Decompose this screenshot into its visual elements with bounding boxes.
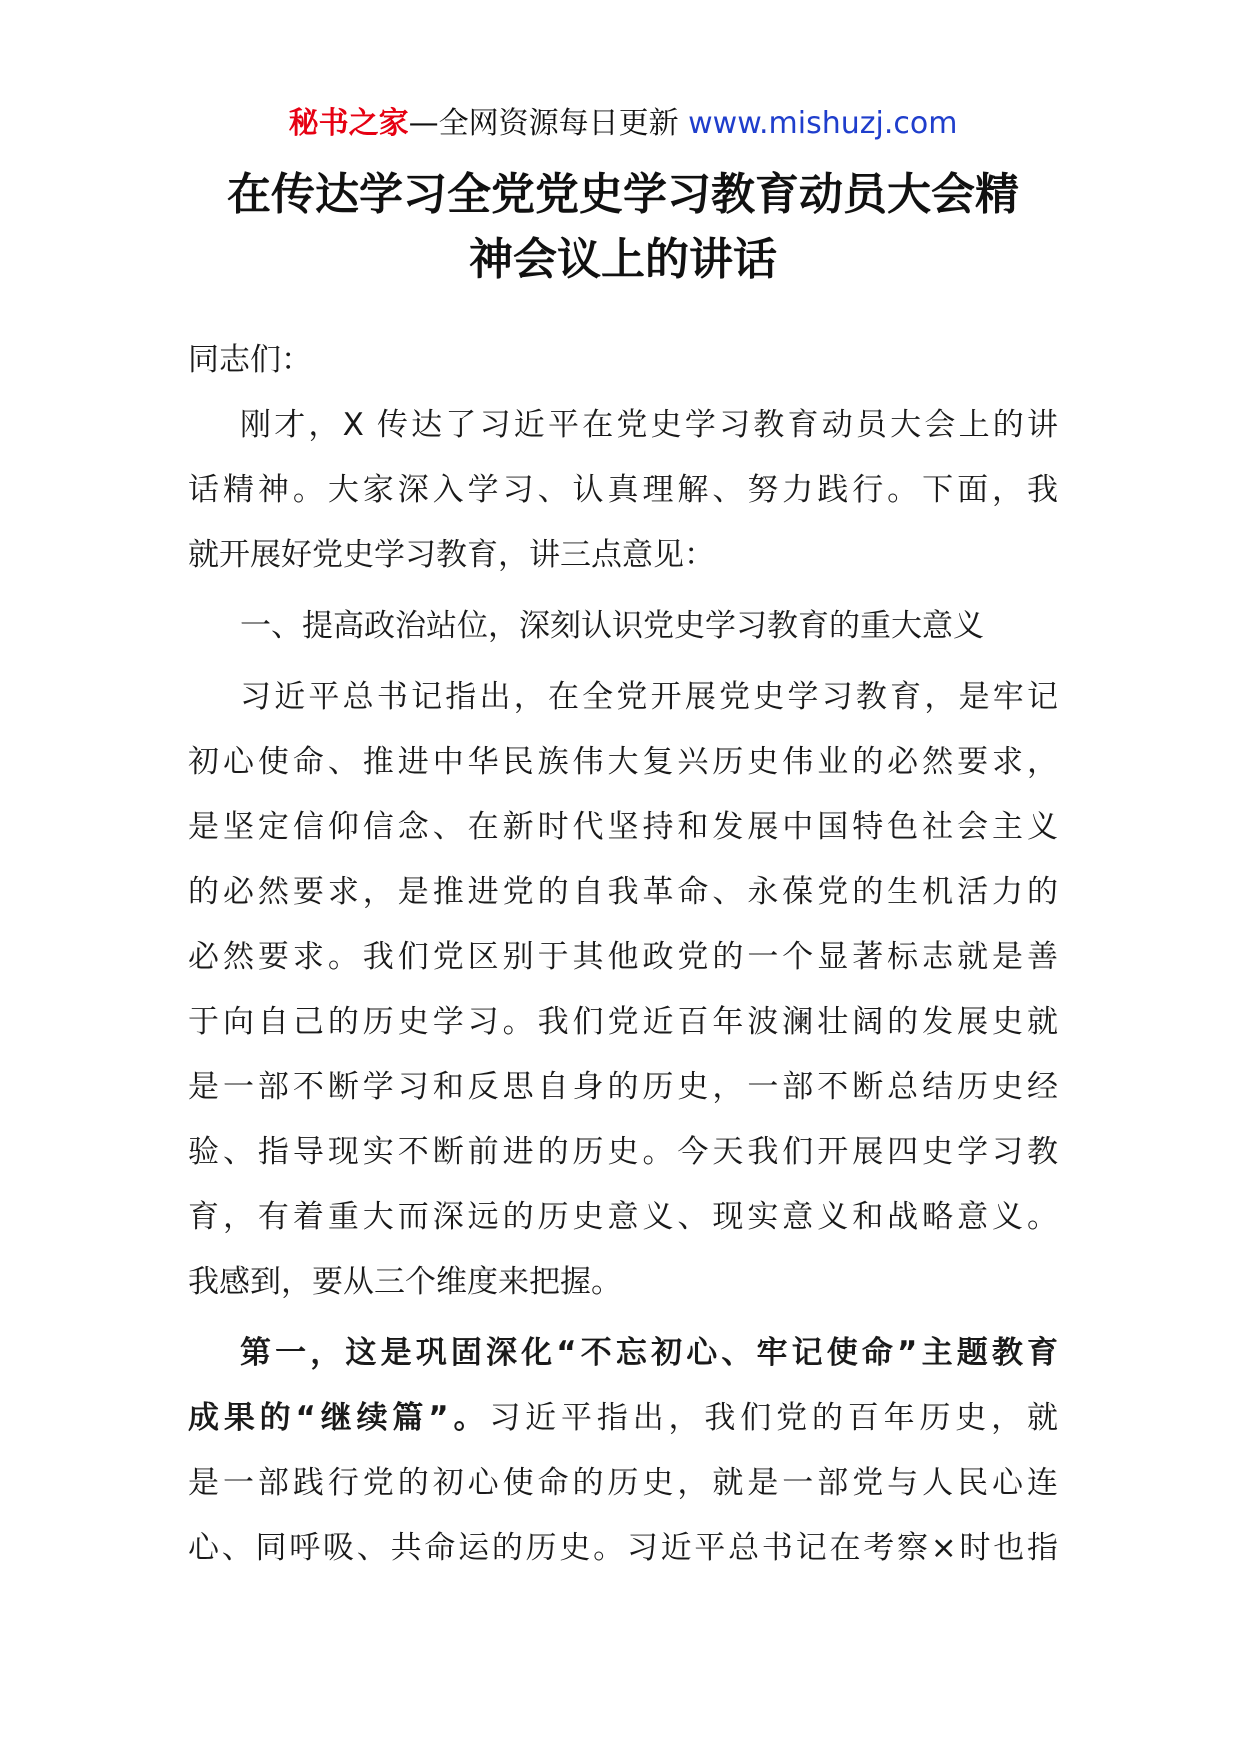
- bold-lead-line: 第一，这是巩固深化“不忘初心、牢记使命”主题教育: [240, 1335, 1058, 1371]
- text-line: 初心使命、推进中华民族伟大复兴历史伟业的必然要求，: [188, 744, 1058, 780]
- brand-name: 秘书之家: [288, 106, 409, 141]
- text-line: 的必然要求，是推进党的自我革命、永葆党的生机活力的: [188, 874, 1058, 910]
- paragraph-significance: [188, 665, 1058, 1315]
- text-line: 话精神。大家深入学习、认真理解、努力践行。下面，我: [188, 472, 1058, 508]
- text-line: 是一部践行党的初心使命的历史，就是一部党与人民心连: [188, 1465, 1058, 1501]
- text-line: 心、同呼吸、共命运的历史。习近平总书记在考察×时也指: [188, 1530, 1058, 1566]
- document-page: [188, 100, 1058, 1581]
- text-line: 我感到，要从三个维度来把握。: [188, 1264, 622, 1300]
- text-line: 必然要求。我们党区别于其他政党的一个显著标志就是善: [188, 939, 1058, 975]
- text-line: 就开展好党史学习教育，讲三点意见：: [188, 537, 715, 573]
- document-title: [188, 162, 1058, 292]
- header-tagline: —全网资源每日更新: [408, 106, 679, 141]
- title-line-2: 神会议上的讲话: [469, 234, 777, 285]
- text-phrase: 习近平指出，我们党的百年历史，就: [489, 1400, 1058, 1436]
- salutation: 同志们：: [188, 342, 312, 378]
- text-line: 是坚定信仰信念、在新时代坚持和发展中国特色社会主义: [188, 809, 1058, 845]
- bold-lead-phrase: 成果的“继续篇”。: [188, 1400, 490, 1436]
- text-line: 验、指导现实不断前进的历史。今天我们开展四史学习教: [188, 1134, 1058, 1170]
- site-header: [188, 100, 1058, 148]
- paragraph-first-point: [188, 1321, 1058, 1581]
- text-line: 育，有着重大而深远的历史意义、现实意义和战略意义。: [188, 1199, 1058, 1235]
- paragraph-intro: [188, 393, 1058, 588]
- title-line-1: 在传达学习全党党史学习教育动员大会精: [227, 169, 1019, 220]
- text-line: 是一部不断学习和反思自身的历史，一部不断总结历史经: [188, 1069, 1058, 1105]
- site-url-link[interactable]: www.mishuzj.com: [688, 106, 958, 141]
- text-line: [188, 1386, 1058, 1451]
- text-line: 习近平总书记指出，在全党开展党史学习教育，是牢记: [240, 679, 1058, 715]
- section-heading-1: 一、提高政治站位，深刻认识党史学习教育的重大意义: [240, 608, 984, 644]
- text-line: 刚才，X 传达了习近平在党史学习教育动员大会上的讲: [240, 407, 1058, 443]
- text-line: 于向自己的历史学习。我们党近百年波澜壮阔的发展史就: [188, 1004, 1058, 1040]
